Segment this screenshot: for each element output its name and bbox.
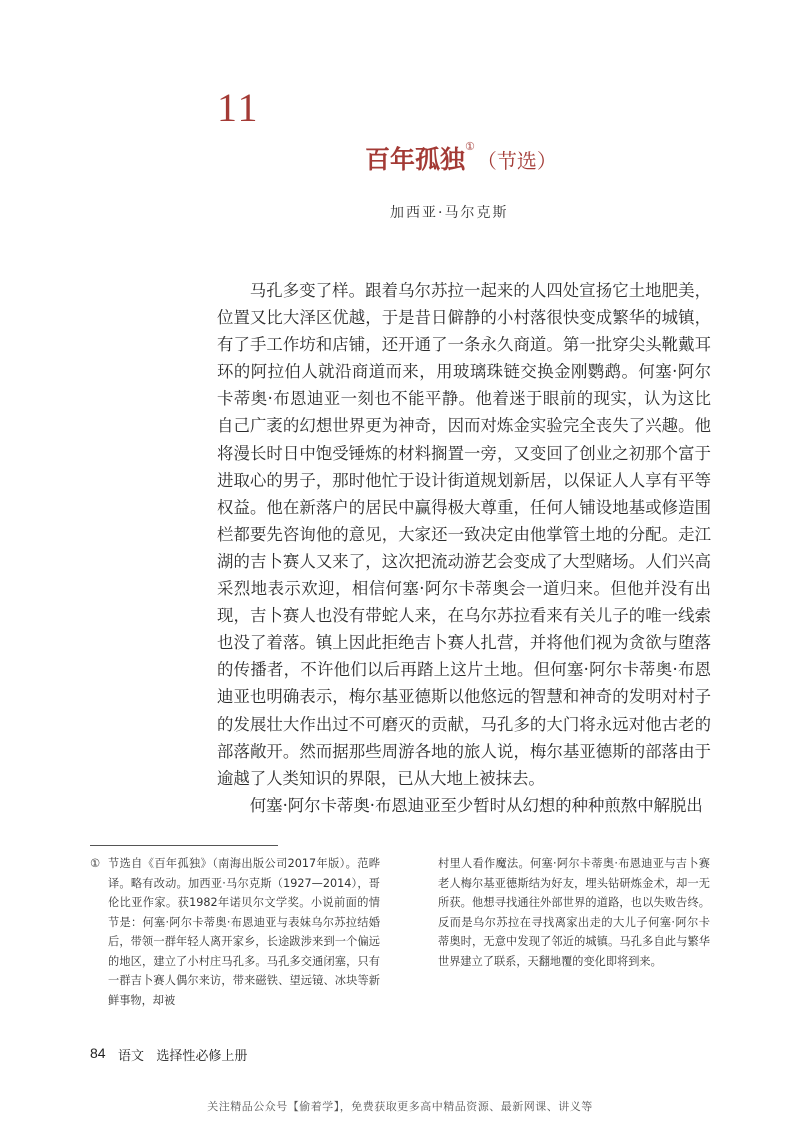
page-number: 84 (90, 1045, 106, 1061)
title-text: 百年孤独 (365, 145, 466, 174)
promo-banner: 关注精品公众号【偷着学】，免费获取更多高中精品资源、最新网课、讲义等 (207, 1100, 593, 1113)
title-suffix: （节选） (476, 149, 557, 173)
footnote-column-2: 村里人看作魔法。何塞·阿尔卡蒂奥·布恩迪亚与吉卜赛老人梅尔基亚德斯结为好友，埋头钻研炼金术，却一无所获。他想寻找通往外部世界的道路，也以失败告终。反而是乌尔苏拉在寻找离家出走的大儿子何塞·阿尔卡蒂奥时，无意中发现了邻近的城镇。马孔多自此与繁华世界建立了联系，天翻地覆的变化即将到来。 (438, 857, 710, 968)
lesson-number: 11 (217, 85, 260, 130)
article-body (217, 277, 711, 819)
footnote-column-1: 节选自《百年孤独》（南海出版公司2017年版）。范晔译。略有改动。加西亚·马尔克斯（1927—2014），哥伦比亚作家。获1982年诺贝尔文学奖。小说前面的情节是：何塞·阿尔卡蒂奥·布恩迪亚与表妹乌尔苏拉结婚后，带领一群年轻人离开家乡，长途跋涉来到一个偏远的地区，建立了小村庄马孔多。马孔多交通闭塞，只有一群吉卜赛人偶尔来访，带来磁铁、望远镜、冰块等新鲜事物，却被 (108, 857, 380, 1007)
article-title (365, 140, 557, 176)
body-paragraph: 何塞·阿尔卡蒂奥·布恩迪亚至少暂时从幻想的种种煎熬中解脱出 (249, 795, 703, 815)
body-paragraph: 马孔多变了样。跟着乌尔苏拉一起来的人四处宣扬它土地肥美，位置又比大泽区优越，于是昔日僻静的小村落很快变成繁华的城镇，有了手工作坊和店铺，还开通了一条永久商道。第一批穿尖头靴戴耳环的阿拉伯人就沿商道而来，用玻璃珠链交换金刚鹦鹉。何塞·阿尔卡蒂奥·布恩迪亚一刻也不能平静。他着迷于眼前的现实，认为这比自己广袤的幻想世界更为神奇，因而对炼金实验完全丧失了兴趣。他将漫长时日中饱受锤炼的材料搁置一旁，又变回了创业之初那个富于进取心的男子，那时他忙于设计街道规划新居，以保证人人享有平等权益。他在新落户的居民中赢得极大尊重，任何人铺设地基或修造围栏都要先咨询他的意见，大家还一致决定由他掌管土地的分配。走江湖的吉卜赛人又来了，这次把流动游艺会变成了大型赌场。人们兴高采烈地表示欢迎，相信何塞·阿尔卡蒂奥会一道归来。但他并没有出现，吉卜赛人也没有带蛇人来，在乌尔苏拉看来有关儿子的唯一线索也没了着落。镇上因此拒绝吉卜赛人扎营，并将他们视为贪欲与堕落的传播者，不许他们以后再踏上这片土地。但何塞·阿尔卡蒂奥·布恩迪亚也明确表示，梅尔基亚德斯以他悠远的智慧和神奇的发明对村子的发展壮大作出过不可磨灭的贡献，马孔多的大门将永远对他古老的部落敞开。然而据那些周游各地的旅人说，梅尔基亚德斯的部落由于逾越了人类知识的界限，已从大地上被抹去。 (217, 281, 711, 788)
footnote-divider (90, 845, 278, 846)
book-title: 语文 选择性必修上册 (118, 1049, 248, 1064)
footnote-marker: ① (90, 857, 101, 870)
author-name: 加西亚·马尔克斯 (390, 205, 509, 221)
title-footnote-mark[interactable]: ① (465, 140, 475, 153)
